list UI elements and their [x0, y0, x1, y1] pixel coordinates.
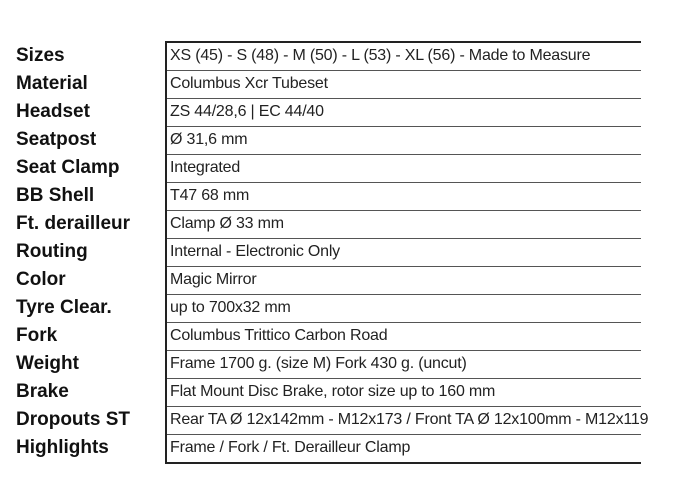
spec-value: up to 700x32 mm	[165, 294, 641, 322]
table-row	[0, 154, 700, 182]
spec-label: Material	[16, 73, 88, 94]
table-row	[0, 210, 700, 238]
spec-value: Frame 1700 g. (size M) Fork 430 g. (uncut)	[165, 350, 641, 378]
spec-value: Frame / Fork / Ft. Derailleur Clamp	[165, 434, 641, 462]
spec-label: BB Shell	[16, 185, 95, 206]
table-row	[0, 42, 700, 70]
spec-label: Weight	[16, 353, 79, 374]
spec-value: Flat Mount Disc Brake, rotor size up to 160 mm	[165, 378, 641, 406]
spec-label: Seat Clamp	[16, 157, 120, 178]
table-row	[0, 350, 700, 378]
spec-value: Rear TA Ø 12x142mm - M12x173 / Front TA Ø 12x100mm - M12x119	[165, 406, 641, 434]
spec-value: ZS 44/28,6 | EC 44/40	[165, 98, 641, 126]
table-row	[0, 70, 700, 98]
spec-value: Columbus Trittico Carbon Road	[165, 322, 641, 350]
spec-label: Headset	[16, 101, 90, 122]
spec-label: Seatpost	[16, 129, 97, 150]
table-row	[0, 238, 700, 266]
spec-value: XS (45) - S (48) - M (50) - L (53) - XL (56) - Made to Measure	[165, 42, 641, 70]
table-row	[0, 322, 700, 350]
spec-value: Clamp Ø 33 mm	[165, 210, 641, 238]
spec-label: Tyre Clear.	[16, 297, 112, 318]
spec-value: Internal - Electronic Only	[165, 238, 641, 266]
spec-value: Integrated	[165, 154, 641, 182]
spec-label: Color	[16, 269, 66, 290]
table-row	[0, 406, 700, 434]
spec-label: Brake	[16, 381, 69, 402]
table-bottom-border	[165, 462, 641, 464]
spec-label: Fork	[16, 325, 58, 346]
spec-label: Ft. derailleur	[16, 213, 131, 234]
spec-label: Dropouts ST	[16, 409, 130, 430]
table-row	[0, 294, 700, 322]
table-row	[0, 126, 700, 154]
spec-value: Ø 31,6 mm	[165, 126, 641, 154]
table-row	[0, 434, 700, 462]
table-row	[0, 378, 700, 406]
spec-label: Sizes	[16, 45, 65, 66]
spec-value: T47 68 mm	[165, 182, 641, 210]
spec-label: Highlights	[16, 437, 109, 458]
spec-value: Magic Mirror	[165, 266, 641, 294]
table-row	[0, 98, 700, 126]
table-row	[0, 266, 700, 294]
spec-value: Columbus Xcr Tubeset	[165, 70, 641, 98]
table-row	[0, 182, 700, 210]
spec-label: Routing	[16, 241, 88, 262]
